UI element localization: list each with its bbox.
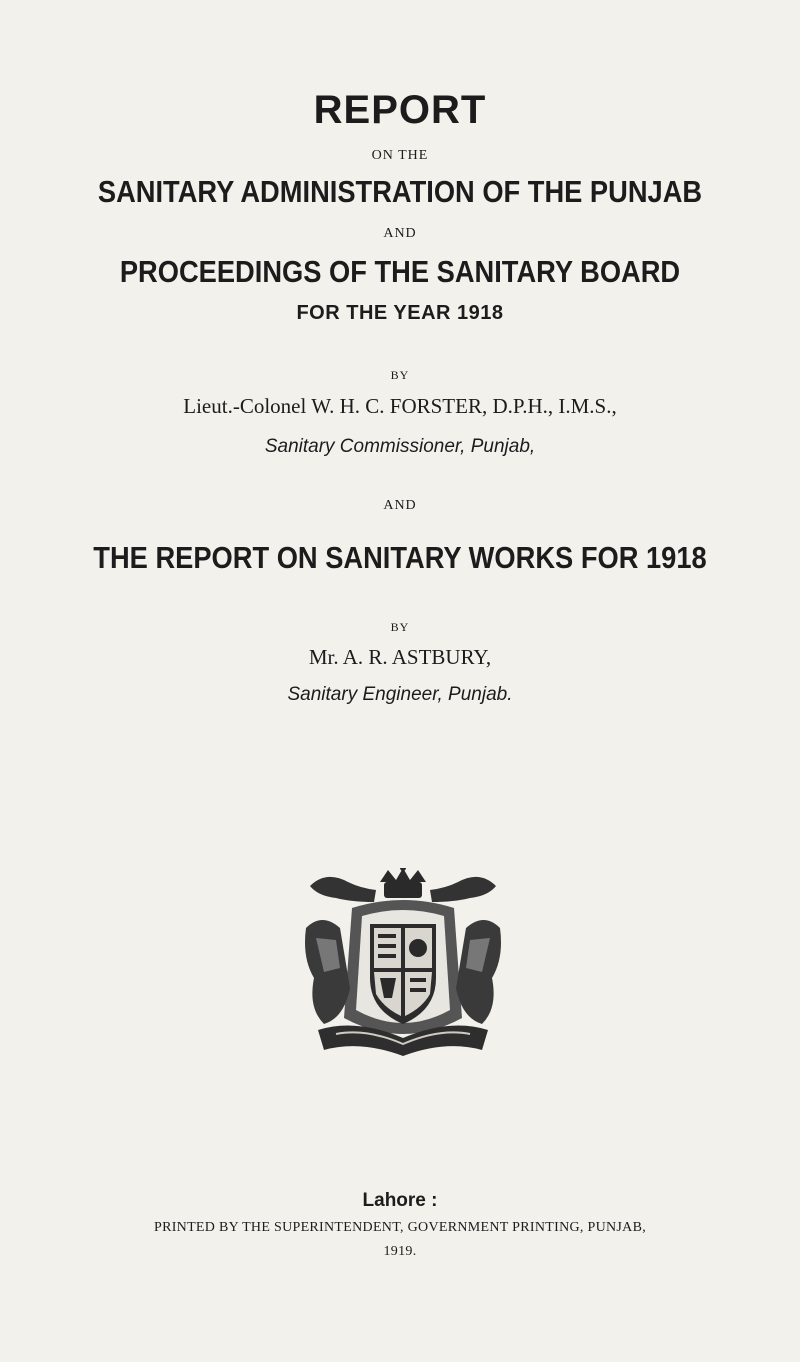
imprint-place: Lahore : [362,1190,438,1211]
report-title: REPORT [313,88,487,132]
author-1-role: Sanitary Commissioner, Punjab, [264,436,536,457]
subject-heading: SANITARY ADMINISTRATION OF THE PUNJAB [97,174,703,209]
author-2-name: Mr. A. R. ASTBURY, [308,645,492,669]
by-label-2: BY [390,620,410,634]
and-label-1: AND [383,226,417,241]
imprint-year: 1919. [383,1244,417,1259]
and-label-2: AND [383,498,417,513]
by-label-1: BY [390,368,410,382]
author-2-role: Sanitary Engineer, Punjab. [287,684,513,705]
second-report-heading: THE REPORT ON SANITARY WORKS FOR 1918 [93,540,707,575]
proceedings-heading: PROCEEDINGS OF THE SANITARY BOARD [119,254,681,289]
author-1-name: Lieut.-Colonel W. H. C. FORSTER, D.P.H., I.M.S., [183,394,617,418]
imprint-printer: PRINTED BY THE SUPERINTENDENT, GOVERNMENT PRINTING, PUNJAB, [153,1220,647,1235]
on-the-label: ON THE [371,148,429,163]
year-line: FOR THE YEAR 1918 [296,302,504,324]
royal-coat-of-arms-icon [296,868,510,1058]
